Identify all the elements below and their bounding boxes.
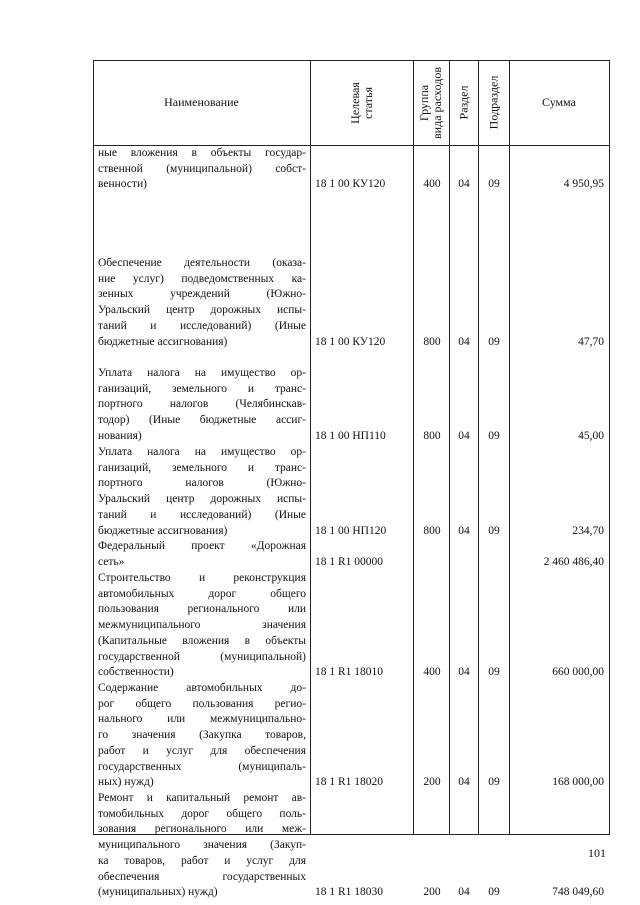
column-divider [413, 60, 414, 835]
row-name-line: автомобильных дорог общего [98, 587, 306, 600]
row-name [98, 445, 306, 539]
row-name-line: портного налогов (Южно- [98, 477, 306, 490]
row-name-line: нования) [98, 429, 142, 442]
row-name-line: Федеральный проект «Дорожная [98, 540, 306, 552]
row-name [98, 256, 306, 350]
header-sum-label: Сумма [542, 95, 576, 109]
row-name-line: венности) [98, 178, 147, 191]
row-name-line: Уплата налога на имущество ор- [98, 367, 306, 379]
row-name-line: ганизаций, земельного и транс- [98, 461, 306, 474]
row-name-line: ственной (муниципальной) собст- [98, 162, 306, 175]
row-code: 18 1 00 КУ120 [315, 178, 386, 191]
row-name-line: (Капитальные вложения в объекты [98, 634, 306, 647]
row-name-line: ние услуг) подведомственных ка- [98, 272, 306, 285]
row-name [98, 366, 306, 445]
header-section-label: Раздел [456, 85, 471, 120]
row-subsection: 09 [488, 429, 500, 442]
row-section: 04 [458, 776, 470, 789]
row-name-line: томобильных дорог общего поль- [98, 807, 306, 820]
row-name-line: государственной (муниципальной) [98, 650, 306, 663]
row-name-line: зования регионального или меж- [98, 823, 306, 836]
row-name-line: ных) нужд) [98, 776, 154, 789]
row-name-line: Содержание автомобильных до- [98, 682, 306, 694]
row-name-line: работ и услуг для обеспечения [98, 744, 306, 757]
row-name-line: Уплата налога на имущество ор- [98, 446, 306, 458]
row-group: 800 [423, 524, 441, 537]
row-name-line: Уральский центр дорожных испы- [98, 493, 306, 506]
row-subsection: 09 [488, 524, 500, 537]
row-name-line: нального или межмуниципально- [98, 713, 306, 726]
row-subsection: 09 [488, 335, 500, 348]
column-divider [310, 60, 311, 835]
header-sum [509, 60, 609, 145]
row-name-line: ные вложения в объекты государ- [98, 147, 306, 159]
row-name [98, 681, 306, 791]
header-section [449, 60, 478, 145]
row-sum: 2 460 486,40 [543, 555, 604, 568]
row-subsection: 09 [488, 886, 500, 899]
row-name-line: межмуниципального значения [98, 619, 306, 632]
table-border-right [609, 60, 610, 835]
row-name-line: тодор) (Иные бюджетные ассиг- [98, 414, 306, 427]
row-section: 04 [458, 524, 470, 537]
page-number: 101 [588, 846, 606, 860]
row-name-line: Уральский центр дорожных испы- [98, 304, 306, 317]
column-divider [509, 60, 510, 835]
column-divider [478, 60, 479, 835]
header-target-label [348, 82, 374, 124]
row-sum: 168 000,00 [552, 776, 604, 789]
row-name-line: го значения (Закупка товаров, [98, 729, 306, 742]
row-name-line: ка товаров, работ и услуг для [98, 854, 306, 867]
header-name [93, 60, 310, 145]
header-group-label [418, 67, 444, 139]
row-name [98, 539, 306, 570]
header-target [310, 60, 413, 145]
row-subsection: 09 [488, 776, 500, 789]
row-name-line: муниципального значения (Закуп- [98, 839, 306, 852]
row-code: 18 1 00 НП120 [315, 524, 387, 537]
header-subsection-label: Подраздел [486, 75, 501, 130]
row-name-line: Ремонт и капитальный ремонт ав- [98, 792, 306, 804]
header-group-text: Группа вида расходов [417, 66, 445, 139]
row-group: 800 [423, 429, 441, 442]
row-name-line: рог общего пользования регио- [98, 697, 306, 710]
row-group: 800 [423, 335, 441, 348]
table-border-left [93, 60, 94, 835]
header-subsection [478, 60, 509, 145]
row-name-line: бюджетные ассигнования) [98, 335, 228, 348]
row-group: 400 [423, 666, 441, 679]
row-sum: 45,00 [578, 429, 604, 442]
row-name-line: (муниципальных) нужд) [98, 886, 218, 899]
header-name-label: Наименование [164, 95, 239, 109]
row-name-line: государственных (муниципаль- [98, 760, 306, 773]
row-code: 18 1 R1 18030 [315, 886, 384, 899]
row-name-line: таний и исследований) (Иные [98, 319, 306, 332]
row-name [98, 791, 306, 901]
row-sum: 47,70 [578, 335, 604, 348]
row-code: 18 1 00 НП110 [315, 429, 386, 442]
row-section: 04 [458, 178, 470, 191]
row-code: 18 1 R1 18010 [315, 666, 384, 679]
row-name-line: портного налогов (Челябинскав- [98, 398, 306, 411]
row-group: 200 [423, 886, 441, 899]
row-name [98, 571, 306, 681]
row-sum: 234,70 [572, 524, 604, 537]
row-name-line: собственности) [98, 666, 174, 679]
row-section: 04 [458, 886, 470, 899]
row-group: 400 [423, 178, 441, 191]
row-section: 04 [458, 335, 470, 348]
column-divider [449, 60, 450, 835]
row-name-line: бюджетные ассигнования) [98, 524, 228, 537]
row-code: 18 1 00 КУ120 [315, 335, 386, 348]
row-section: 04 [458, 429, 470, 442]
row-name-line: обеспечения государственных [98, 870, 306, 883]
row-code: 18 1 R1 18020 [315, 776, 384, 789]
row-name-line: ганизаций, земельного и транс- [98, 382, 306, 395]
row-code: 18 1 R1 00000 [315, 555, 384, 568]
row-name-line: сеть» [98, 555, 125, 568]
row-sum: 660 000,00 [552, 666, 604, 679]
row-group: 200 [423, 776, 441, 789]
row-subsection: 09 [488, 178, 500, 191]
row-sum: 4 950,95 [563, 178, 604, 191]
row-name-line: пользования регионального или [98, 603, 306, 616]
header-group [413, 60, 449, 145]
header-target-text: Целевая статья [347, 81, 375, 124]
row-subsection: 09 [488, 666, 500, 679]
row-name-line: зенных учреждений (Южно- [98, 288, 306, 301]
row-name [98, 146, 306, 193]
row-section: 04 [458, 666, 470, 679]
row-name-line: Обеспечение деятельности (оказа- [98, 257, 306, 269]
row-sum: 748 049,60 [552, 886, 604, 899]
row-name-line: таний и исследований) (Иные [98, 508, 306, 521]
row-name-line: Строительство и реконструкция [98, 572, 306, 584]
